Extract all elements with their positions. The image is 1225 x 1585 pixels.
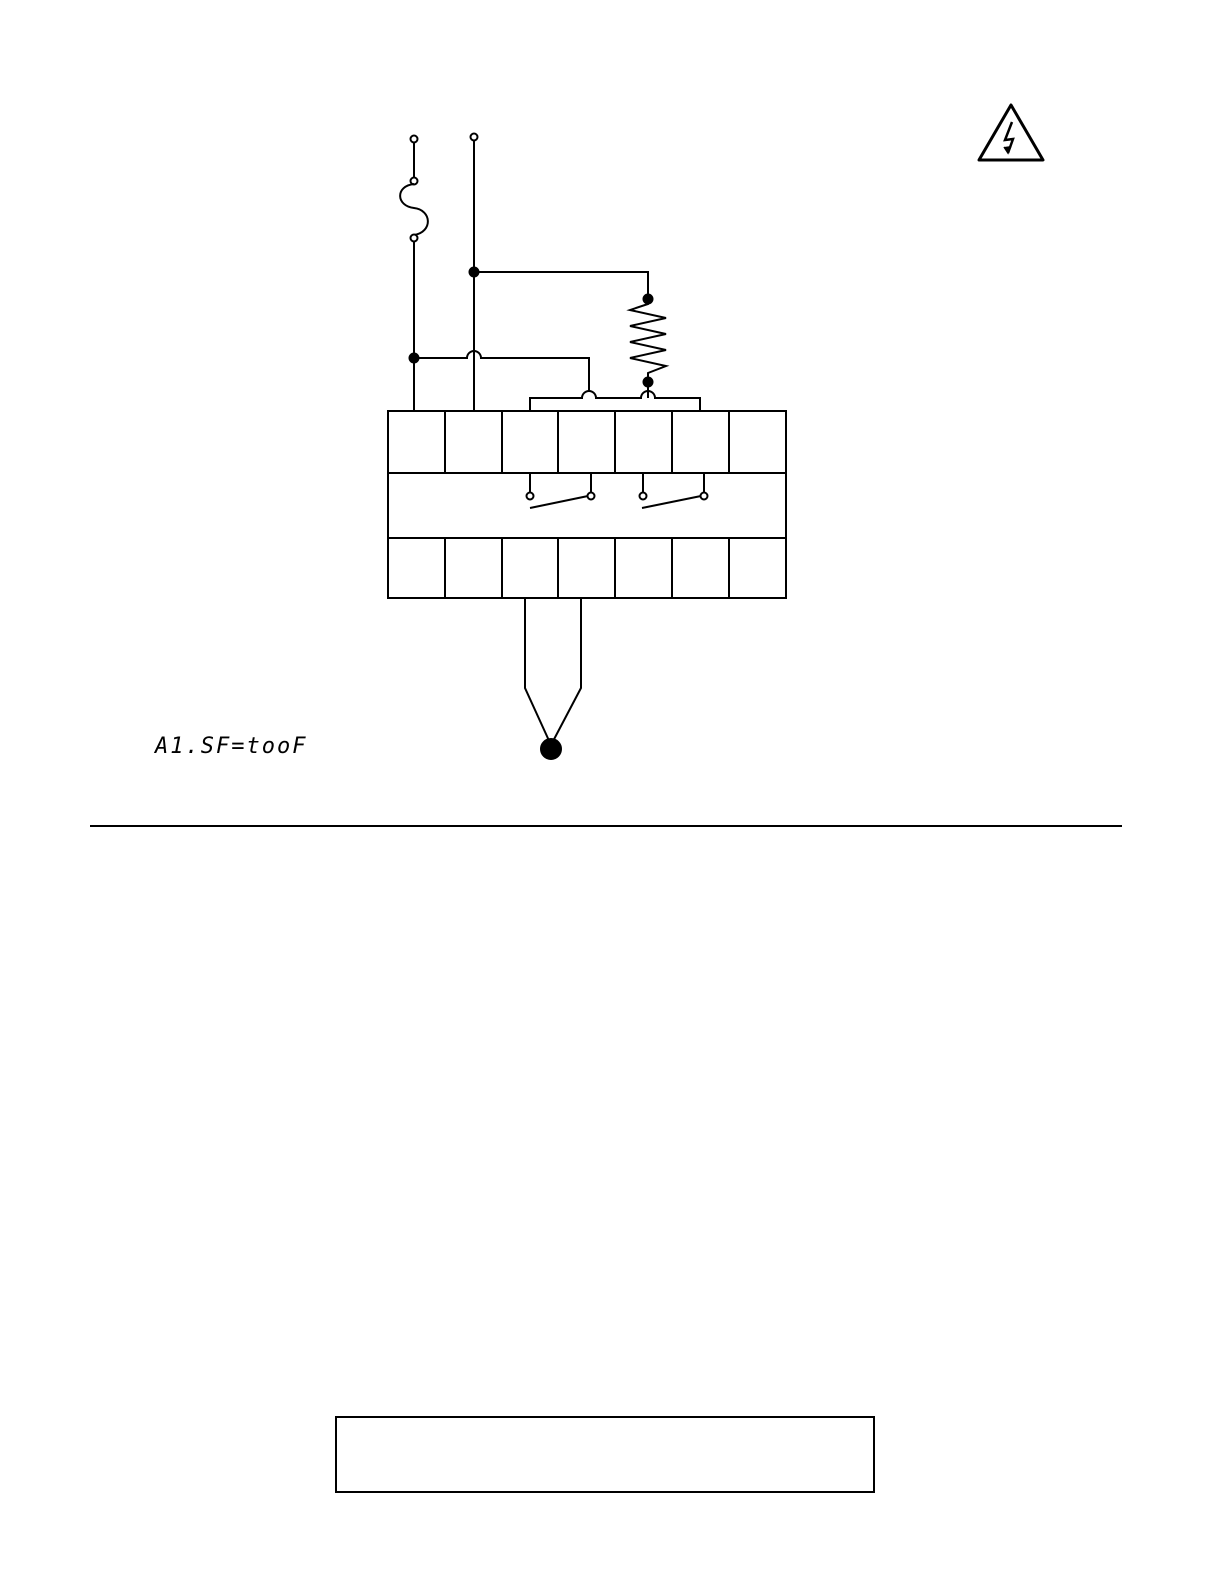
thermocouple-probe-icon [525, 598, 581, 759]
supply-line-l [400, 136, 428, 411]
parameter-setting-label: A1.SF=tooF [155, 734, 308, 759]
line-to-relay-wire [414, 351, 589, 392]
relay-contact-1-icon [527, 473, 595, 508]
neutral-to-load-wire [474, 272, 648, 298]
note-box-text [337, 1418, 873, 1438]
controller-terminal-block [388, 411, 786, 598]
high-voltage-warning-icon [979, 105, 1043, 160]
relay-contact-2-icon [640, 473, 708, 508]
heater-resistor-icon [630, 295, 666, 387]
note-box [335, 1416, 875, 1493]
relay-bridge-wire [530, 391, 700, 410]
fuse-icon [400, 184, 428, 235]
